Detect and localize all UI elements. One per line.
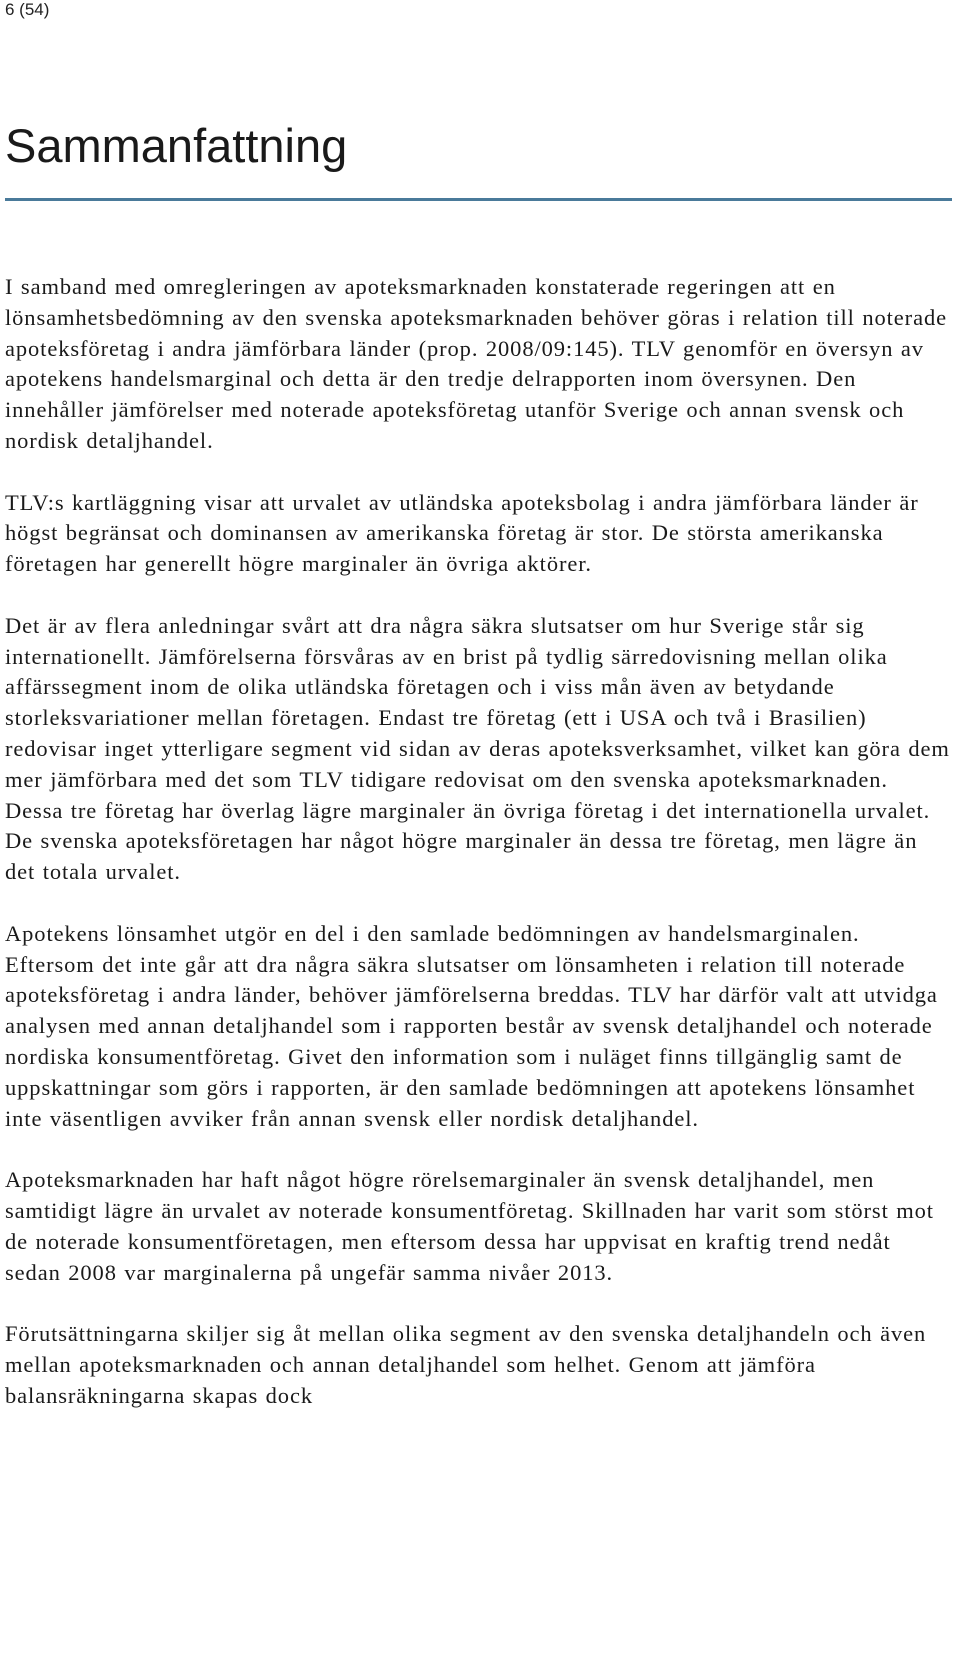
paragraph-intro: I samband med omregleringen av apoteksmarknaden konstaterade regeringen att en lönsamhetsbedömning av den svenska apoteksmarknaden behöver göras i relation till noterade apoteksföretag i andra jämförbara länder (prop. 2008/09:145). TLV genomför en översyn av apotekens handelsmarginal och detta är den tredje delrapporten inom översynen. Den innehåller jämförelser med noterade apoteksföretag utanför Sverige och annan svensk och nordisk detaljhandel. (5, 274, 948, 453)
paragraph-conditions: Förutsättningarna skiljer sig åt mellan olika segment av den svenska detaljhandeln och även mellan apoteksmarknaden och annan detaljhandel som helhet. Genom att jämföra balansräkningarna skapas dock (5, 1321, 927, 1408)
paragraph-profitability: Apotekens lönsamhet utgör en del i den samlade bedömningen av handelsmarginalen. Eftersom det inte går att dra några säkra slutsatser om lönsamheten i relation till noterade apoteksföretag i andra länder, behöver jämförelserna breddas. TLV har därför valt att utvidga analysen med annan detaljhandel som i rapporten består av svensk detaljhandel och noterade nordiska konsumentföretag. Givet den information som i nuläget finns tillgänglig samt de uppskattningar som görs i rapporten, är den samlade bedömningen att apotekens lönsamhet inte väsentligen avviker från annan svensk eller nordisk detaljhandel. (5, 920, 938, 1131)
paragraph-survey: TLV:s kartläggning visar att urvalet av utländska apoteksbolag i andra jämförbara länder är högst begränsat och dominansen av amerikanska företag är stor. De största amerikanska företagen har generellt högre marginaler än övriga aktörer. (5, 489, 919, 577)
page-title: Sammanfattning (5, 119, 348, 172)
title-divider (5, 198, 952, 201)
document-body (5, 272, 950, 1411)
paragraph-comparison: Det är av flera anledningar svårt att dra några säkra slutsatser om hur Sverige står sig internationellt. Jämförelserna försvåras av en brist på tydlig särredovisning mellan olika affärssegment inom de olika utländska företagen och i viss mån även av betydande storleksvariationer mellan företagen. Endast tre företag (ett i USA och två i Brasilien) redovisar inget ytterligare segment vid sidan av deras apoteksverksamhet, vilket kan göra dem mer jämförbara med det som TLV tidigare redovisat om den svenska apoteksmarknaden. Dessa tre företag har överlag lägre marginaler än övriga företag i det internationella urvalet. De svenska apoteksföretagen har något högre marginaler än dessa tre företag, men lägre än det totala urvalet. (5, 612, 950, 885)
page-number: 6 (54) (5, 0, 50, 19)
paragraph-operating-margins: Apoteksmarknaden har haft något högre rörelsemarginaler än svensk detaljhandel, men samtidigt lägre än urvalet av noterade konsumentföretag. Skillnaden har varit som störst mot de noterade konsumentföretagen, men eftersom dessa har uppvisat en kraftig trend nedåt sedan 2008 var marginalerna på ungefär samma nivåer 2013. (5, 1167, 934, 1285)
